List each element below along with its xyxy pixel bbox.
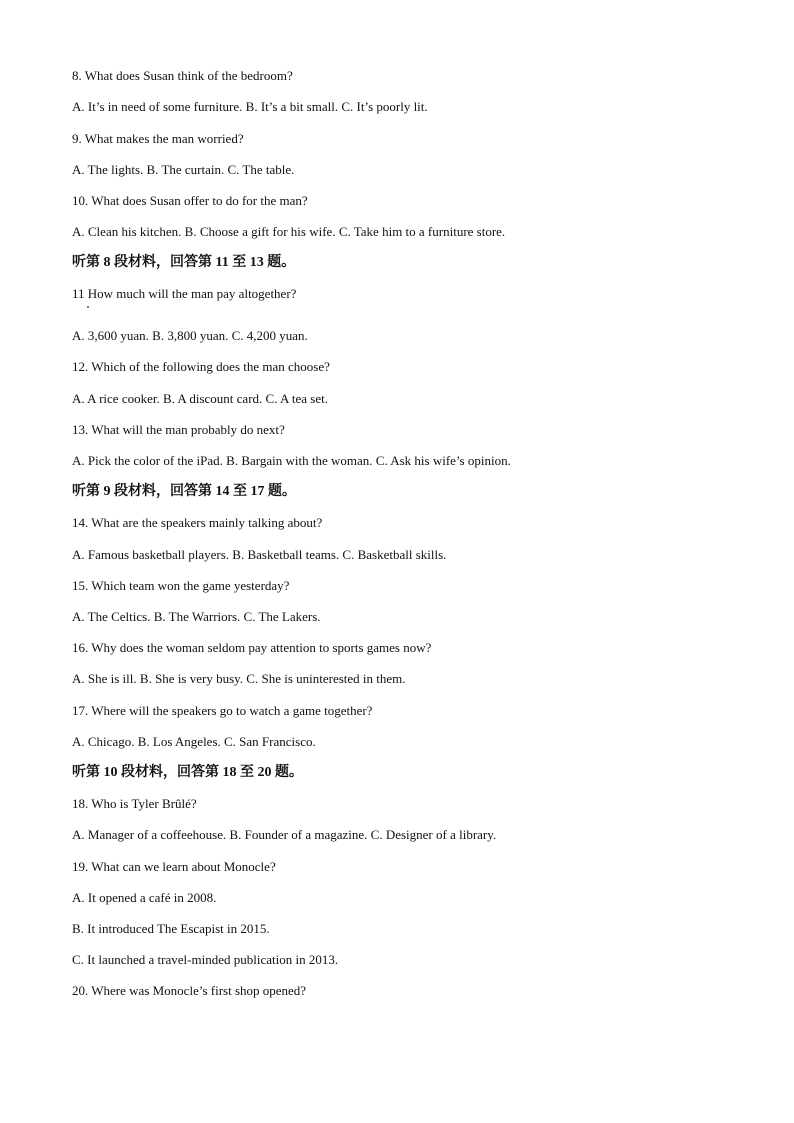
options-17: A. Chicago. B. Los Angeles. C. San Francisco. bbox=[72, 734, 316, 749]
options-11: A. 3,600 yuan. B. 3,800 yuan. C. 4,200 yuan. bbox=[72, 328, 308, 343]
question-16: 16. Why does the woman seldom pay attention to sports games now? bbox=[72, 640, 432, 655]
question-11: 11 How much will the man pay altogether? bbox=[72, 286, 297, 301]
question-18: 18. Who is Tyler Brûlé? bbox=[72, 796, 197, 811]
option-19-a: A. It opened a café in 2008. bbox=[72, 890, 217, 905]
section-heading-8: 听第 8 段材料，回答第 11 至 13 题。 bbox=[72, 255, 296, 270]
options-13: A. Pick the color of the iPad. B. Bargain with the woman. C. Ask his wife’s opinion. bbox=[72, 453, 511, 468]
question-20: 20. Where was Monocle’s first shop opened? bbox=[72, 983, 307, 998]
options-14: A. Famous basketball players. B. Basketball teams. C. Basketball skills. bbox=[72, 547, 447, 562]
option-19-b: B. It introduced The Escapist in 2015. bbox=[72, 921, 270, 936]
stray-dot bbox=[87, 306, 89, 308]
question-15: 15. Which team won the game yesterday? bbox=[72, 578, 290, 593]
options-16: A. She is ill. B. She is very busy. C. She is uninterested in them. bbox=[72, 671, 406, 686]
question-8: 8. What does Susan think of the bedroom? bbox=[72, 68, 293, 83]
question-10: 10. What does Susan offer to do for the man? bbox=[72, 193, 308, 208]
options-15: A. The Celtics. B. The Warriors. C. The Lakers. bbox=[72, 609, 321, 624]
question-12: 12. Which of the following does the man choose? bbox=[72, 359, 330, 374]
option-19-c: C. It launched a travel-minded publication in 2013. bbox=[72, 952, 339, 967]
options-18: A. Manager of a coffeehouse. B. Founder of a magazine. C. Designer of a library. bbox=[72, 827, 497, 842]
question-14: 14. What are the speakers mainly talking about? bbox=[72, 515, 323, 530]
question-17: 17. Where will the speakers go to watch a game together? bbox=[72, 703, 373, 718]
question-9: 9. What makes the man worried? bbox=[72, 131, 244, 146]
options-8: A. It’s in need of some furniture. B. It’s a bit small. C. It’s poorly lit. bbox=[72, 99, 428, 114]
section-heading-9: 听第 9 段材料，回答第 14 至 17 题。 bbox=[72, 484, 296, 499]
options-10: A. Clean his kitchen. B. Choose a gift for his wife. C. Take him to a furniture store. bbox=[72, 224, 506, 239]
question-19: 19. What can we learn about Monocle? bbox=[72, 859, 276, 874]
options-12: A. A rice cooker. B. A discount card. C. A tea set. bbox=[72, 391, 328, 406]
options-9: A. The lights. B. The curtain. C. The table. bbox=[72, 162, 295, 177]
question-13: 13. What will the man probably do next? bbox=[72, 422, 285, 437]
section-heading-10: 听第 10 段材料，回答第 18 至 20 题。 bbox=[72, 765, 303, 780]
